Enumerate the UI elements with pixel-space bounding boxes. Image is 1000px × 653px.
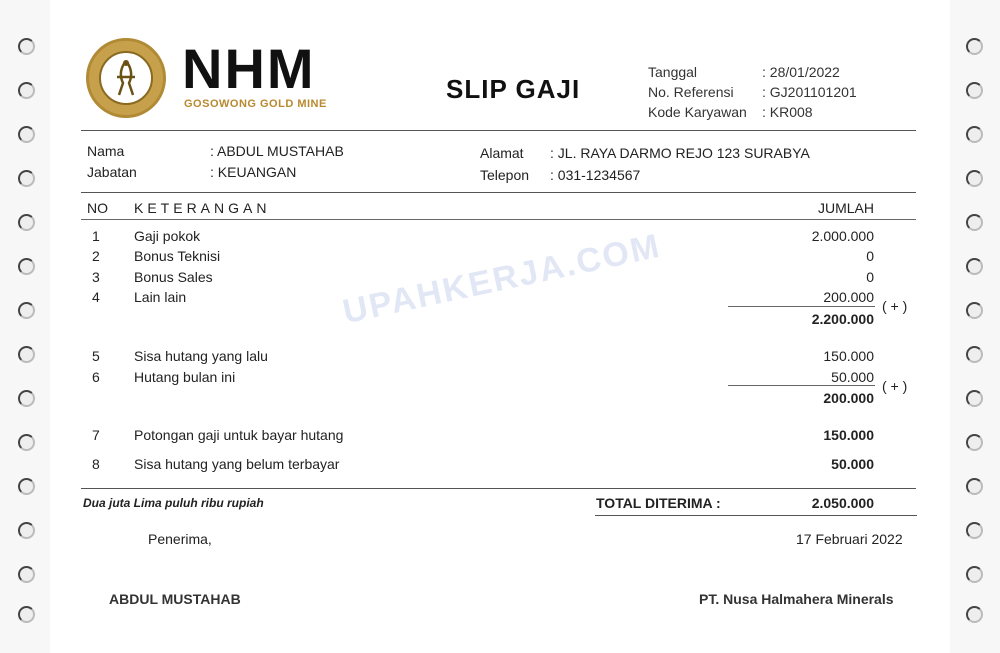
- perforation-hole: [18, 170, 35, 187]
- perforation-hole: [966, 606, 983, 623]
- perforation-hole: [18, 606, 35, 623]
- perforation-hole: [966, 170, 983, 187]
- perforation-hole: [18, 390, 35, 407]
- kode-karyawan-value: : KR008: [762, 104, 813, 120]
- subtotal-income: 2.200.000: [811, 311, 874, 327]
- perforation-hole: [966, 478, 983, 495]
- seal-emblem: [99, 51, 153, 105]
- row-no: 7: [92, 427, 100, 443]
- company-seal-logo: [86, 38, 166, 118]
- row-no: 1: [92, 228, 100, 244]
- perforation-hole: [18, 434, 35, 451]
- row-description: Bonus Sales: [134, 269, 213, 285]
- left-perforation-strip: [0, 0, 51, 653]
- row-amount: 50.000: [831, 456, 874, 472]
- total-underline: [595, 515, 917, 516]
- perforation-hole: [18, 522, 35, 539]
- column-header-no: NO: [87, 200, 108, 216]
- penerima-label: Penerima,: [148, 531, 212, 547]
- perforation-hole: [18, 566, 35, 583]
- perforation-hole: [966, 82, 983, 99]
- row-description: Sisa hutang yang lalu: [134, 348, 268, 364]
- row-no: 3: [92, 269, 100, 285]
- row-amount: 0: [866, 248, 874, 264]
- perforation-hole: [18, 346, 35, 363]
- perforation-hole: [18, 214, 35, 231]
- row-description: Potongan gaji untuk bayar hutang: [134, 427, 344, 443]
- perforation-hole: [966, 522, 983, 539]
- perforation-hole: [966, 38, 983, 55]
- subtotal-line: [728, 385, 875, 386]
- telepon-value: : 031-1234567: [550, 167, 641, 183]
- watermark: UPAHKERJA.COM: [339, 226, 665, 332]
- plus-marker: ( + ): [882, 378, 908, 394]
- perforation-hole: [966, 390, 983, 407]
- row-no: 5: [92, 348, 100, 364]
- plus-marker: ( + ): [882, 298, 908, 314]
- tanggal-label: Tanggal: [648, 64, 698, 80]
- referensi-label: No. Referensi: [648, 84, 734, 100]
- slip-date: 17 Februari 2022: [796, 531, 903, 547]
- table-header-divider: [81, 219, 916, 220]
- tanggal-value: : 28/01/2022: [762, 64, 840, 80]
- perforation-hole: [966, 214, 983, 231]
- row-no: 4: [92, 289, 100, 305]
- row-description: Sisa hutang yang belum terbayar: [134, 456, 340, 472]
- amount-in-words: Dua juta Lima puluh ribu rupiah: [83, 496, 264, 510]
- perforation-hole: [18, 126, 35, 143]
- recipient-name: ABDUL MUSTAHAB: [109, 591, 241, 607]
- row-no: 8: [92, 456, 100, 472]
- alamat-value: : JL. RAYA DARMO REJO 123 SURABYA: [550, 145, 810, 161]
- telepon-label: Telepon: [480, 167, 530, 183]
- subtotal-line: [728, 306, 875, 307]
- row-amount: 50.000: [831, 369, 874, 385]
- perforation-hole: [18, 38, 35, 55]
- nama-label: Nama: [87, 143, 125, 159]
- right-perforation-strip: [949, 0, 1000, 653]
- total-divider: [81, 488, 916, 489]
- referensi-value: : GJ201101201: [762, 84, 857, 100]
- row-no: 6: [92, 369, 100, 385]
- perforation-hole: [966, 302, 983, 319]
- header-divider: [81, 130, 916, 131]
- perforation-hole: [18, 258, 35, 275]
- row-description: Lain lain: [134, 289, 187, 305]
- row-amount: 200.000: [823, 289, 874, 305]
- perforation-hole: [966, 258, 983, 275]
- jabatan-label: Jabatan: [87, 164, 137, 180]
- row-amount: 150.000: [823, 427, 874, 443]
- column-header-jumlah: JUMLAH: [817, 200, 874, 216]
- row-amount: 150.000: [823, 348, 874, 364]
- company-name: PT. Nusa Halmahera Minerals: [699, 591, 894, 607]
- row-description: Bonus Teknisi: [134, 248, 221, 264]
- brand-logo-text: NHM: [182, 37, 316, 100]
- row-no: 2: [92, 248, 100, 264]
- brand-subtitle: GOSOWONG GOLD MINE: [184, 98, 327, 110]
- jabatan-value: : KEUANGAN: [210, 164, 297, 180]
- seal-figure-icon: [101, 53, 151, 103]
- perforation-hole: [966, 346, 983, 363]
- nama-value: : ABDUL MUSTAHAB: [210, 143, 344, 159]
- total-label: TOTAL DITERIMA :: [596, 495, 721, 511]
- column-header-keterangan: KETERANGAN: [134, 200, 271, 216]
- row-amount: 0: [866, 269, 874, 285]
- subtotal-debt: 200.000: [823, 390, 874, 406]
- perforation-hole: [18, 478, 35, 495]
- perforation-hole: [966, 126, 983, 143]
- row-amount: 2.000.000: [811, 228, 874, 244]
- document-title: SLIP GAJI: [446, 74, 581, 104]
- total-value: 2.050.000: [811, 495, 874, 511]
- perforation-hole: [18, 302, 35, 319]
- row-description: Hutang bulan ini: [134, 369, 236, 385]
- perforation-hole: [18, 82, 35, 99]
- payslip-sheet: [50, 0, 950, 653]
- row-description: Gaji pokok: [134, 228, 201, 244]
- info-divider: [81, 192, 916, 193]
- alamat-label: Alamat: [480, 145, 524, 161]
- perforation-hole: [966, 566, 983, 583]
- perforation-hole: [966, 434, 983, 451]
- kode-karyawan-label: Kode Karyawan: [648, 104, 747, 120]
